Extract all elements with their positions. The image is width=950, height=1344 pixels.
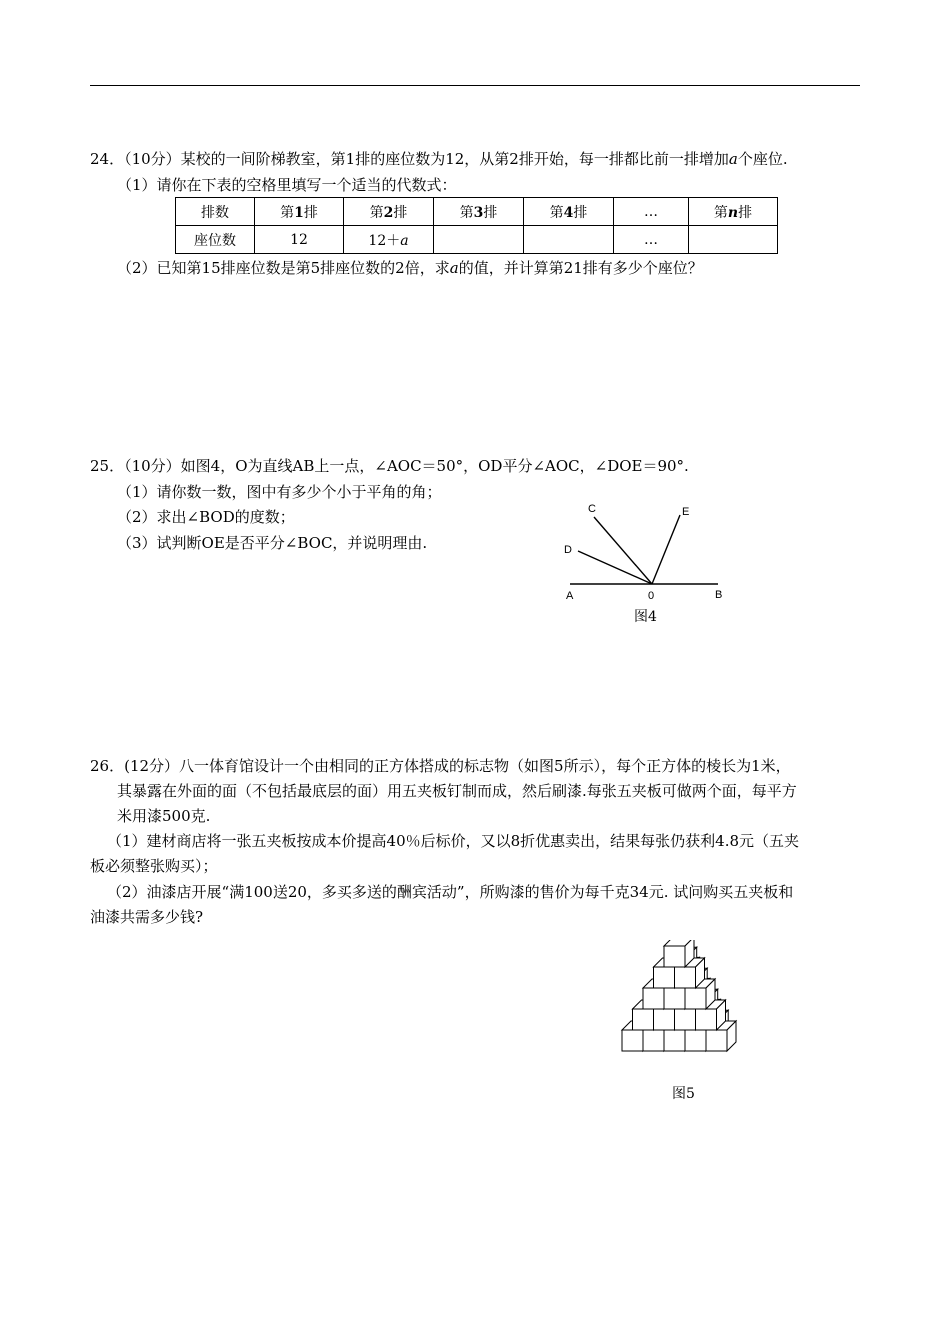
q24-part2: （2）已知第15排座位数是第5排座位数的2倍，求a的值，并计算第21排有多少个座位？ xyxy=(117,259,703,277)
table-cell: 第n排 xyxy=(689,198,778,226)
figure-5-caption: 图5 xyxy=(672,1086,695,1102)
figure-4-caption: 图4 xyxy=(634,609,657,625)
q26-part2-b: 油漆共需多少钱? xyxy=(90,908,204,926)
cube-front-face xyxy=(664,946,685,967)
cube-front-face xyxy=(654,1009,675,1030)
q25-stem: 25．（10分）如图4，O为直线AB上一点，∠AOC＝50°，OD平分∠AOC，∠DOE＝90°. xyxy=(90,457,689,475)
table-cell xyxy=(434,226,524,254)
table-cell xyxy=(689,226,778,254)
header-rule xyxy=(90,85,860,86)
table-cell: 12＋a xyxy=(344,226,434,254)
table-cell: 排数 xyxy=(176,198,255,226)
figure-5-cubes xyxy=(618,940,758,1080)
q26-line1: 26．(12分）八一体育馆设计一个由相同的正方体搭成的标志物（如图5所示），每个正方体的棱长为1米， xyxy=(90,757,791,775)
ray-oc xyxy=(594,517,652,584)
cube-front-face xyxy=(706,1030,727,1051)
table-cell: … xyxy=(614,198,689,226)
table-row xyxy=(176,198,778,226)
q26-line2: 其暴露在外面的面（不包括最底层的面）用五夹板钉制而成，然后刷漆.每张五夹板可做两个面，每平方 xyxy=(117,782,797,800)
cube-front-face xyxy=(622,1030,643,1051)
table-cell: … xyxy=(614,226,689,254)
q26-line3: 米用漆500克. xyxy=(117,807,211,825)
label-c: C xyxy=(588,503,596,515)
q25-part2: （2）求出∠BOD的度数； xyxy=(117,508,295,526)
cube-front-face xyxy=(675,1009,696,1030)
cube-front-face xyxy=(664,988,685,1009)
cube-front-face xyxy=(633,1009,654,1030)
label-e: E xyxy=(682,506,690,518)
table-cell: 座位数 xyxy=(176,226,255,254)
cube-front-face xyxy=(664,1030,685,1051)
table-cell: 第1排 xyxy=(255,198,344,226)
q24-stem: 24．（10分）某校的一间阶梯教室，第1排的座位数为12，从第2排开始，每一排都比前一排增加a个座位. xyxy=(90,150,788,168)
table-cell: 第3排 xyxy=(434,198,524,226)
q24-part1: （1）请你在下表的空格里填写一个适当的代数式： xyxy=(117,176,457,194)
cube-front-face xyxy=(696,1009,717,1030)
q25-part3: （3）试判断OE是否平分∠BOC，并说明理由. xyxy=(117,534,428,552)
q26-part2-a: （2）油漆店开展“满100送20，多买多送的酬宾活动”，所购漆的售价为每千克34元. 试问购买五夹板和 xyxy=(107,883,794,901)
table-row xyxy=(176,226,778,254)
ray-oe xyxy=(652,515,680,584)
ray-od xyxy=(578,551,652,584)
table-cell xyxy=(524,226,614,254)
cube-front-face xyxy=(654,967,675,988)
cube-front-face xyxy=(643,1030,664,1051)
label-a: A xyxy=(566,590,574,602)
label-o: 0 xyxy=(648,590,655,602)
cube-front-face xyxy=(685,1030,706,1051)
q24-table xyxy=(175,197,778,254)
table-cell: 第2排 xyxy=(344,198,434,226)
table-cell: 12 xyxy=(255,226,344,254)
q25-part1: （1）请你数一数，图中有多少个小于平角的角； xyxy=(117,483,442,501)
q26-part1-b: 板必须整张购买）； xyxy=(90,857,218,875)
table-cell: 第4排 xyxy=(524,198,614,226)
cube-front-face xyxy=(675,967,696,988)
cube-front-face xyxy=(643,988,664,1009)
cube-front-face xyxy=(685,988,706,1009)
label-d: D xyxy=(564,544,572,556)
figure-4 xyxy=(560,498,735,608)
q26-part1-a: （1）建材商店将一张五夹板按成本价提高40％后标价，又以8折优惠卖出，结果每张仍获利4.8元（五夹 xyxy=(107,832,800,850)
label-b: B xyxy=(715,589,723,601)
